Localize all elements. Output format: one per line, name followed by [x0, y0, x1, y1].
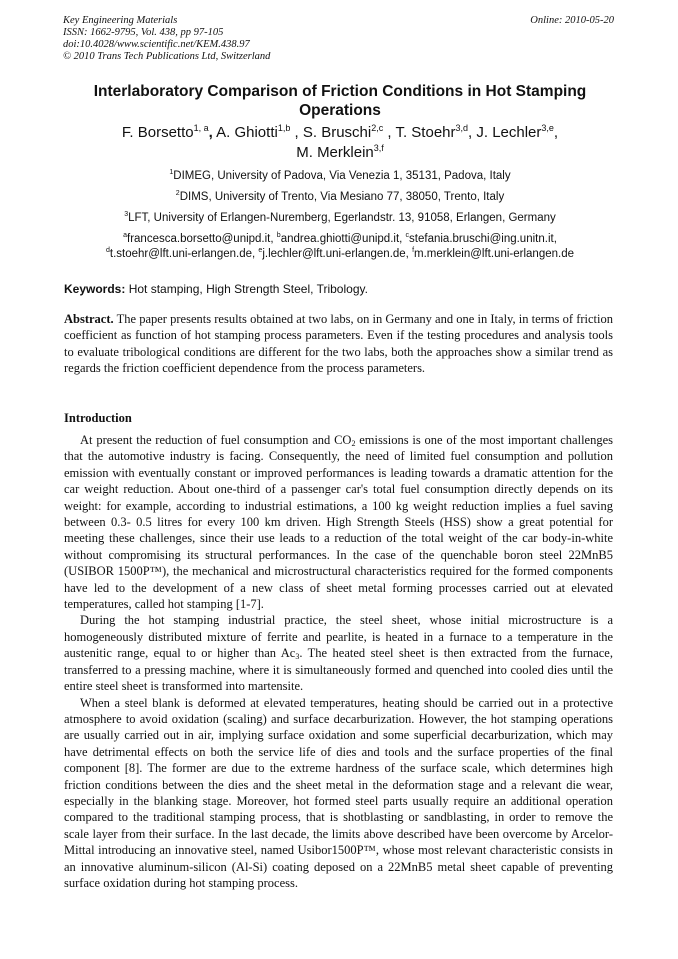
section-heading: Introduction: [64, 411, 132, 425]
author-name: F. Borsetto: [121, 124, 194, 141]
paragraph: During the hot stamping industrial practice, the steel sheet, whose initial microstructure is a homogeneously distributed mixture of ferrite and pearlite, is heated in a furnace to a temperature in the austenitic range, equal to or higher than $Ac_3$. The heated steel sheet is then extracted from the furnace, transferred to a pressing machine, where it is simultaneously formed and quenched into cooled dies until the entire steel sheet is transformed into martensite.: [64, 613, 613, 694]
author-name: M. Merklein: [296, 144, 374, 161]
author-name: T. Stoehr: [395, 124, 456, 141]
author-name: S. Bruschi: [302, 124, 372, 141]
email-list: $^a$francesca.borsetto@unipd.it, $^b$andrea.ghiotti@unipd.it, $^c$stefania.bruschi@ing.unitn.it, $^d$t.stoehr@lft.uni-erlangen.de, $^e$j.lechler@lft.uni-erlangen.de, $^f$m.merklein@lft.uni-erlangen.de: [106, 232, 574, 260]
author-name: J. Lechler: [476, 124, 542, 141]
author-affil-sup: 1, a: [193, 123, 209, 133]
abstract-text: The paper presents results obtained at two labs, on in Germany and one in Italy, in terms of friction coefficient as function of hot stamping process parameters. Even if the testing procedures and analysis tools to evaluate tribological conditions are different for the two labs, both the approaches show a similar trend as regards the friction coefficient dependence from the process parameters.: [64, 312, 613, 376]
keywords: [64, 282, 616, 296]
journal-doi: doi:10.4028/www.scientific.net/KEM.438.97: [63, 39, 250, 50]
author-name: A. Ghiotti: [216, 124, 278, 141]
email-link[interactable]: m.merklein@lft.uni-erlangen.de: [414, 248, 574, 260]
email-link[interactable]: t.stoehr@lft.uni-erlangen.de,: [109, 248, 256, 260]
abstract: [64, 311, 613, 377]
affiliation-1: $^1$DIMEG, University of Padova, Via Venezia 1, 35131, Padova, Italy: [169, 169, 511, 182]
keywords-label: Keywords:: [64, 282, 126, 296]
author-list: F. Borsetto$^{1, a}$, A. Ghiotti$^{1,b}$ , S. Bruschi$^{2,c}$ , T. Stoehr$^{3,d}$, J. Lechler$^{3,e}$, M. Merklein$^{3,f}$: [121, 123, 559, 161]
author-affil-sup: 1,b: [277, 123, 291, 133]
author-affil-sup: 3,e: [541, 123, 554, 133]
abstract-label: Abstract.: [64, 312, 114, 326]
journal-info: [63, 15, 270, 63]
author-affil-sup: 3,f: [373, 143, 384, 153]
email-link[interactable]: andrea.ghiotti@unipd.it,: [280, 233, 403, 245]
journal-issn: ISSN: 1662-9795, Vol. 438, pp 97-105: [63, 27, 224, 38]
keywords-text: Hot stamping, High Strength Steel, Tribology.: [128, 282, 368, 296]
online-date: Online: 2010-05-20: [530, 15, 614, 26]
paragraph: At present the reduction of fuel consumption and $CO_2$ emissions is one of the most important challenges that the automotive industry is facing. Consequently, the need of limited fuel consumption and pollution emission with eventually constant or improved performances is leading towards a dramatic attention for the car weight reduction. About one-third of a passenger car's total fuel consumption directly depends on its weight: for example, according to industrial estimations, a 100 kg weight reduction implies a fuel saving between 0.3- 0.5 litres for every 100 km driven. High Strength Steels (HSS) show a great potential for meeting these challenges, since their use leads to a reduction of the total weight of the car body-in-white without compromising its structural performances. In the case of the quenchable boron steel 22MnB5 (USIBOR 1500P™), the mechanical and microstructural characteristics required for the formed components have led to the development of a new class of sheet metal forming processes carried out at elevated temperatures, called hot stamping [1-7].: [64, 433, 613, 612]
paper-title: Interlaboratory Comparison of Friction Conditions in Hot Stamping Operations: [93, 83, 587, 119]
affiliation-2: $^2$DIMS, University of Trento, Via Mesiano 77, 38050, Trento, Italy: [175, 190, 505, 203]
email-link[interactable]: j.lechler@lft.uni-erlangen.de,: [262, 248, 409, 260]
paragraph: When a steel blank is deformed at elevated temperatures, heating should be carried out in a protective atmosphere to avoid oxidation (scaling) and surface decarburization. However, the hot stamping operations are usually carried out in air, implying surface oxidation and some superficial decarburization, which may have detrimental effects on both the service life of dies and tools and the surface properties of the final component [8]. The former are due to the extreme hardness of the surface scale, which determines high friction conditions between the dies and the sheet metal in the deformation stage and a relevant die wear, especially in the blanking stage. Moreover, hot formed steel parts usually require an additional operation compared to the traditional stamping process, that is shotblasting or sandblasting, in order to remove the scale layer from their surface. In the last decade, the limits above described have been overcome by Arcelor-Mittal introducing an innovative steel, named Usibor1500P™, whose most relevant characteristic consists in an innovative aluminum-silicon (Al-Si) coating deposed on a 22MnB5 metal sheet capable of preventing surface oxidation during hot stamping process.: [64, 695, 613, 890]
journal-copyright: © 2010 Trans Tech Publications Ltd, Switzerland: [63, 51, 271, 62]
email-link[interactable]: stefania.bruschi@ing.unitn.it,: [409, 233, 557, 245]
affiliation-3: $^3$LFT, University of Erlangen-Nuremberg, Egerlandstr. 13, 91058, Erlangen, Germany: [124, 211, 556, 224]
author-affil-sup: 2,c: [371, 123, 384, 133]
email-link[interactable]: francesca.borsetto@unipd.it,: [127, 233, 274, 245]
author-affil-sup: 3,d: [455, 123, 469, 133]
journal-name: Key Engineering Materials: [63, 15, 178, 26]
introduction-body: [64, 432, 613, 891]
